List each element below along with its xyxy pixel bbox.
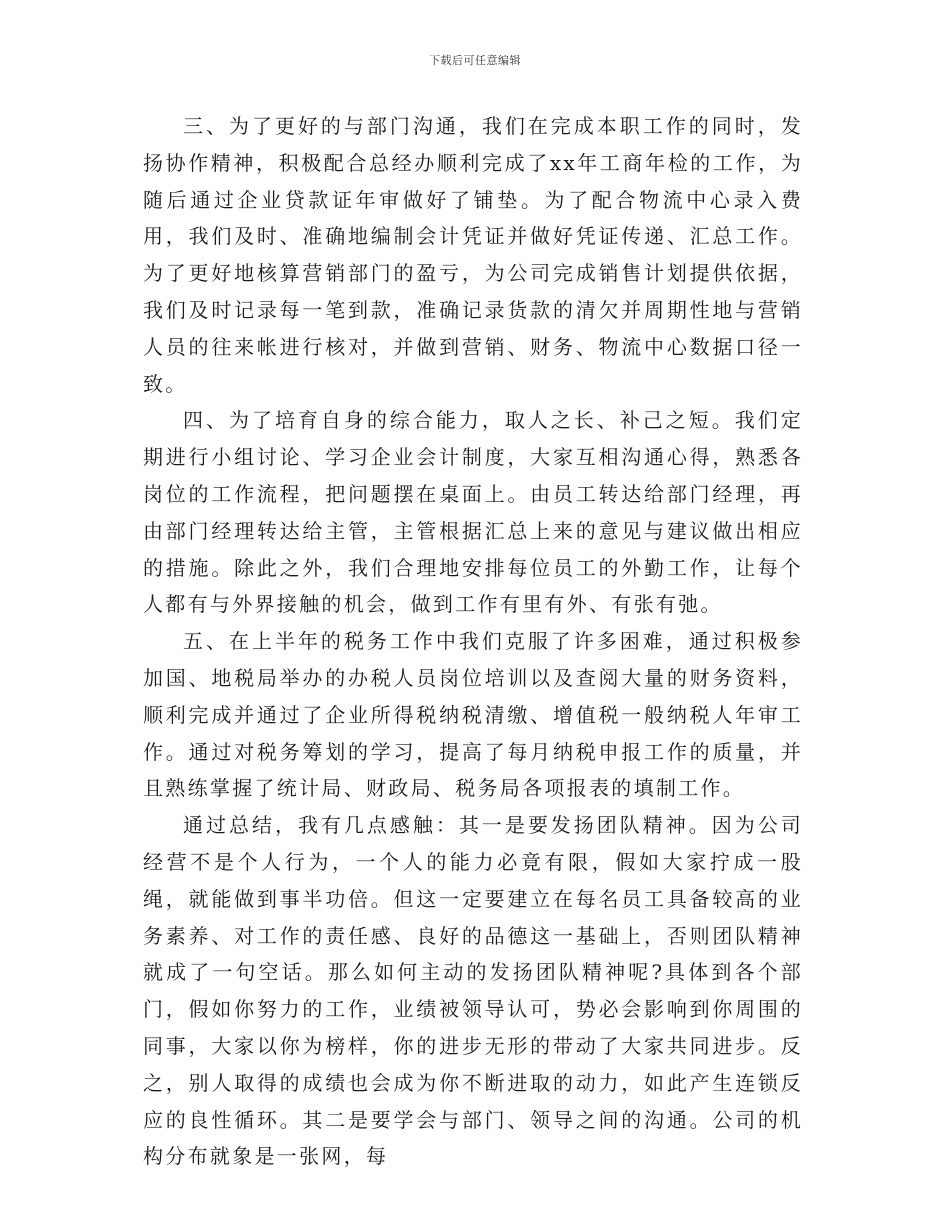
page-header: 下载后可任意编辑 bbox=[429, 54, 521, 67]
document-body bbox=[143, 108, 803, 1175]
paragraph-section-four: 四、为了培育自身的综合能力，取人之长、补己之短。我们定期进行小组讨论、学习企业会计制度，大家互相沟通心得，熟悉各岗位的工作流程，把问题摆在桌面上。由员工转达给部门经理，再由部门经理转达给主管，主管根据汇总上来的意见与建议做出相应的措施。除此之外，我们合理地安排每位员工的外勤工作，让每个人都有与外界接触的机会，做到工作有里有外、有张有弛。 bbox=[143, 408, 803, 617]
paragraph-summary: 通过总结，我有几点感触：其一是要发扬团队精神。因为公司经营不是个人行为，一个人的能力必竟有限，假如大家拧成一股绳，就能做到事半功倍。但这一定要建立在每名员工具备较高的业务素养、对工作的责任感、良好的品德这一基础上，否则团队精神就成了一句空话。那么如何主动的发扬团队精神呢?具体到各个部门，假如你努力的工作，业绩被领导认可，势必会影响到你周围的同事，大家以你为榜样，你的进步无形的带动了大家共同进步。反之，别人取得的成绩也会成为你不断进取的动力，如此产生连锁反应的良性循环。其二是要学会与部门、领导之间的沟通。公司的机构分布就象是一张网，每 bbox=[143, 813, 803, 1169]
paragraph-section-three: 三、为了更好的与部门沟通，我们在完成本职工作的同时，发扬协作精神，积极配合总经办顺利完成了xx年工商年检的工作，为随后通过企业贷款证年审做好了铺垫。为了配合物流中心录入费用，我们及时、准确地编制会计凭证并做好凭证传递、汇总工作。为了更好地核算营销部门的盈亏，为公司完成销售计划提供依据，我们及时记录每一笔到款，准确记录货款的清欠并周期性地与营销人员的往来帐进行核对，并做到营销、财务、物流中心数据口径一致。 bbox=[143, 114, 803, 396]
paragraph-section-five: 五、在上半年的税务工作中我们克服了许多困难，通过积极参加国、地税局举办的办税人员岗位培训以及查阅大量的财务资料，顺利完成并通过了企业所得税纳税清缴、增值税一般纳税人年审工作。通过对税务筹划的学习，提高了每月纳税申报工作的质量，并且熟练掌握了统计局、财政局、税务局各项报表的填制工作。 bbox=[143, 629, 803, 801]
